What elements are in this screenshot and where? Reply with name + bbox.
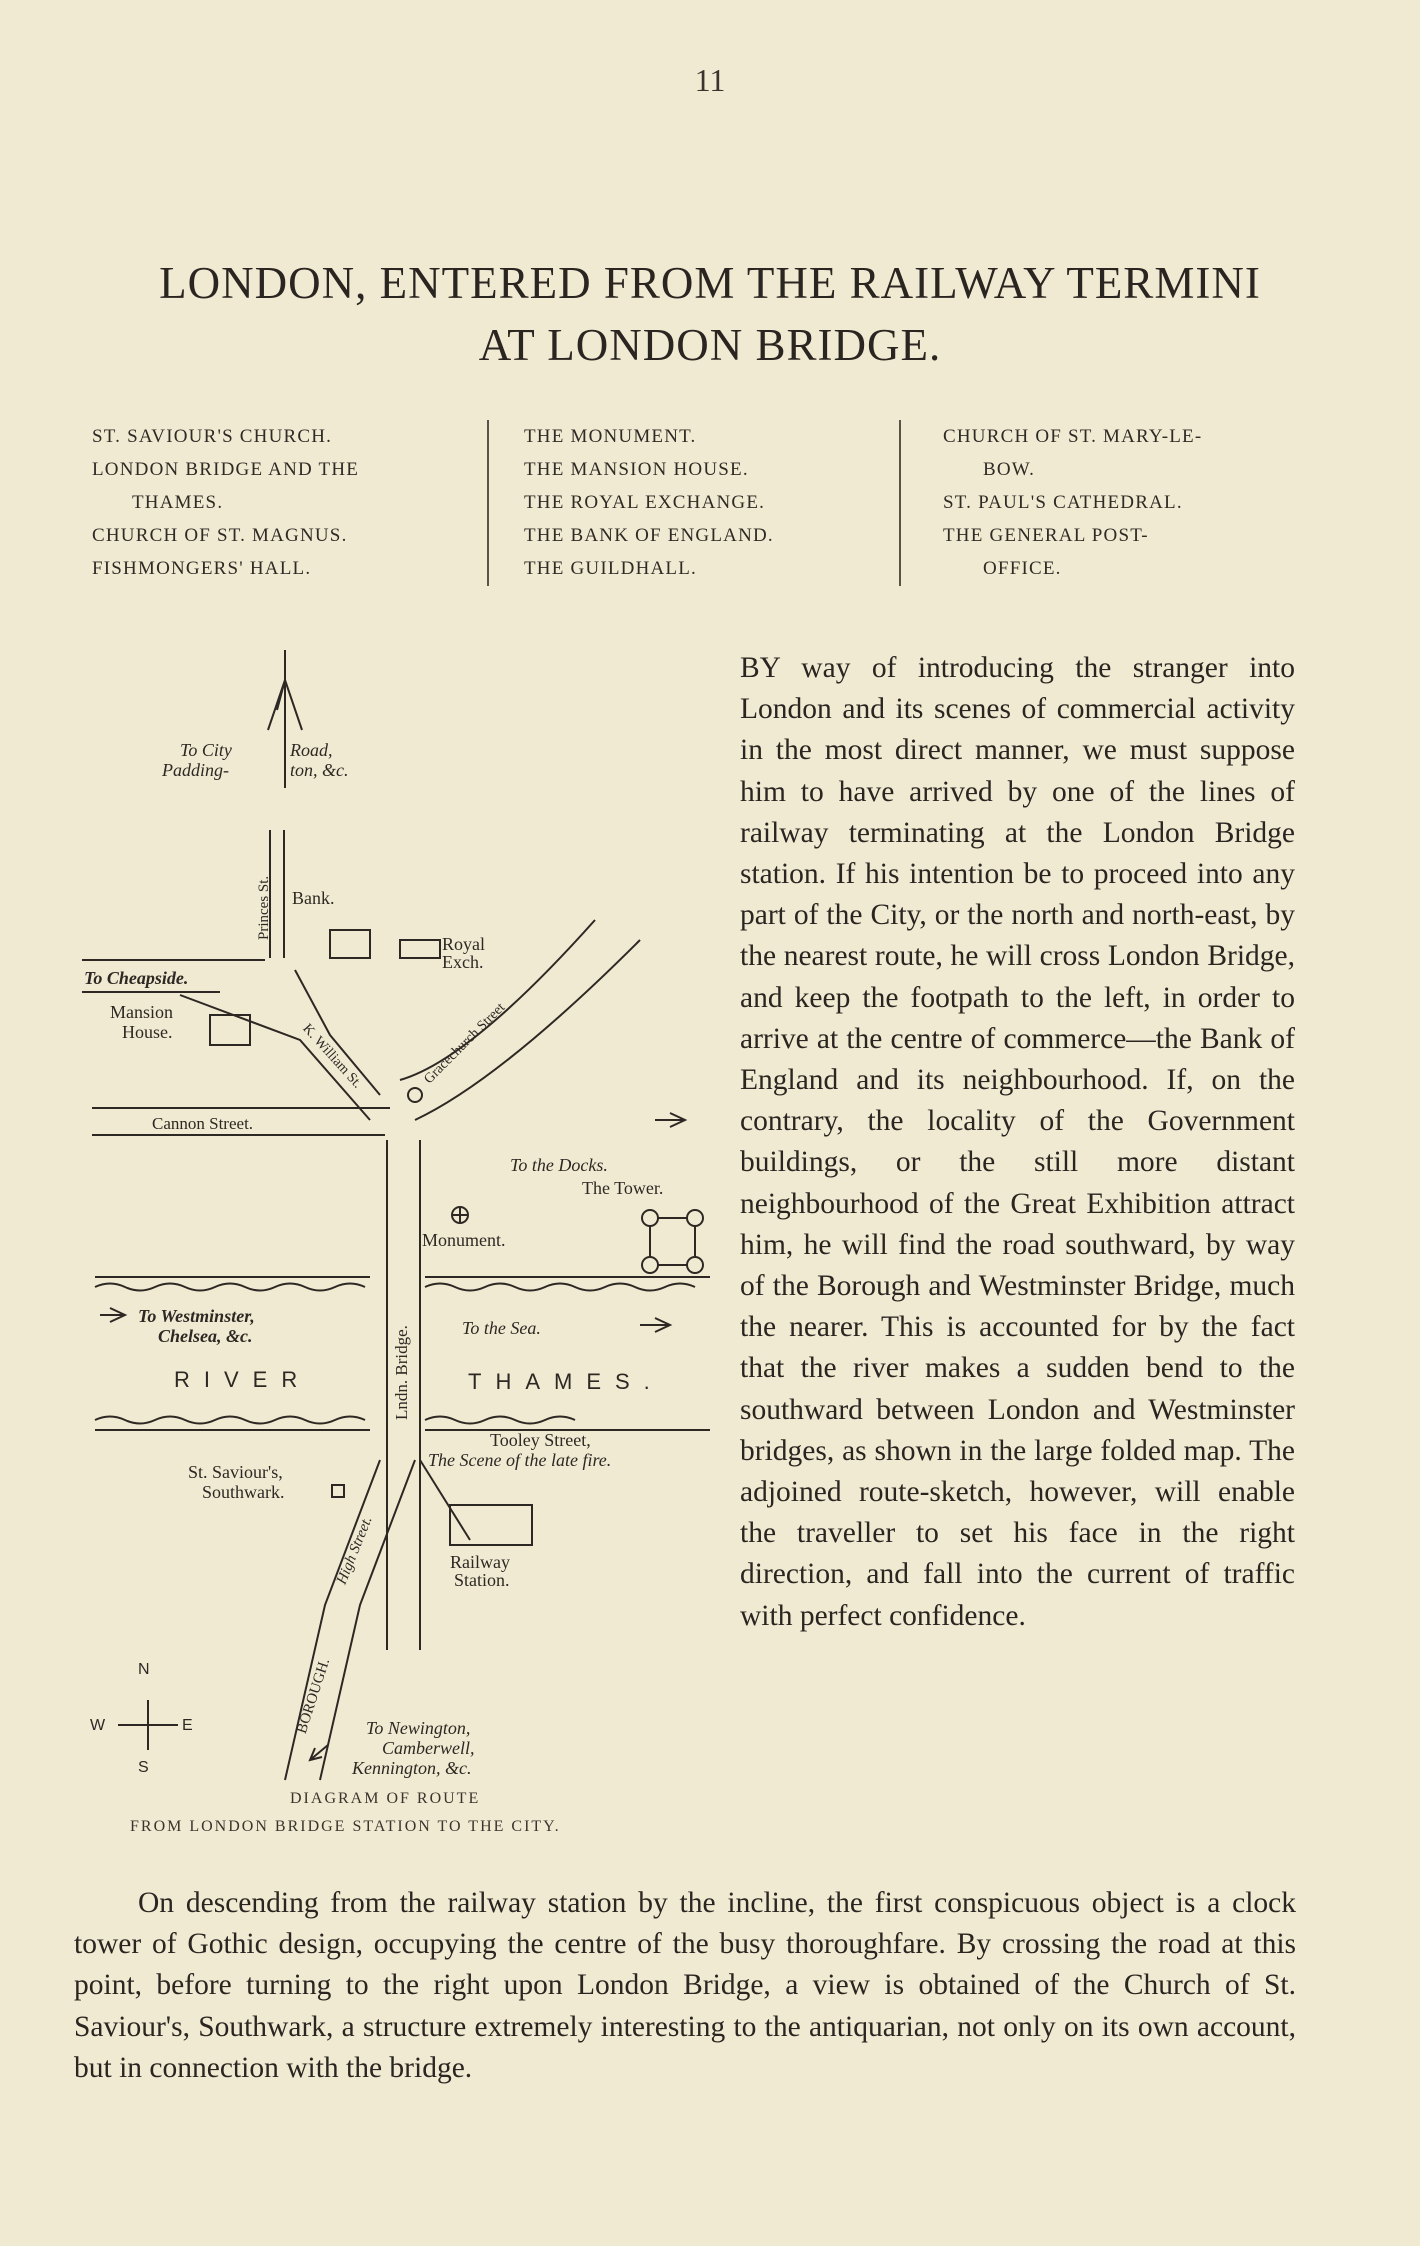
contents-item: THE MONUMENT.: [524, 426, 697, 447]
contents-item: ST. PAUL'S CATHEDRAL.: [943, 492, 1183, 513]
label-scene-of-fire: The Scene of the late fire.: [428, 1450, 612, 1470]
contents-item: CHURCH OF ST. MAGNUS.: [92, 525, 348, 546]
contents-item: LONDON BRIDGE AND THE: [92, 459, 360, 480]
page-title: [80, 252, 1340, 376]
label-to-the-sea: To the Sea.: [462, 1318, 541, 1338]
label-high-street: High Street.: [333, 1514, 376, 1587]
clock-symbol: [408, 1088, 422, 1102]
label-house: House.: [122, 1022, 173, 1042]
label-camberwell: Camberwell,: [382, 1738, 475, 1758]
page-number: 11: [694, 62, 726, 98]
compass-north: N: [138, 1661, 150, 1678]
label-bank: Bank.: [292, 888, 335, 908]
compass-east: E: [182, 1717, 193, 1734]
side-paragraph: [740, 648, 1295, 1637]
body-paragraph: On descending from the railway station by the incline, the first conspicuous object is a clock tower of Gothic design, occupying the centre of the busy thoroughfare. By crossing the road at this point, before turning to the right upon London Bridge, a view is obtained of the Church of St. Saviour's, Southwark, a structure extremely interesting to the antiquarian, not only on its own account, but in connection with the bridge.: [74, 1887, 1296, 2084]
label-borough: BOROUGH.: [293, 1656, 334, 1736]
river-bank: [425, 1417, 575, 1424]
label-royal: Royal: [442, 934, 485, 954]
label-to-westminster: To Westminster,: [138, 1306, 255, 1326]
contents-column-1: [92, 420, 359, 585]
contents-item: THE MANSION HOUSE.: [524, 459, 749, 480]
contents-list: [88, 420, 1318, 590]
compass-west: W: [90, 1717, 106, 1734]
label-road: Road,: [290, 740, 333, 760]
label-railway: Railway: [450, 1552, 510, 1572]
label-exch: Exch.: [442, 952, 484, 972]
contents-item: FISHMONGERS' HALL.: [92, 558, 312, 579]
label-tooley-street: Tooley Street,: [490, 1430, 591, 1450]
river-bank: [425, 1284, 695, 1291]
contents-item: THE GENERAL POST-: [943, 525, 1149, 546]
contents-item: BOW.: [983, 459, 1036, 480]
railway-station-building: [450, 1505, 532, 1545]
contents-item: OFFICE.: [983, 558, 1062, 579]
label-london-bridge: Lndn. Bridge.: [392, 1325, 411, 1420]
label-cannon-street: Cannon Street.: [152, 1114, 254, 1133]
label-to-newington: To Newington,: [366, 1718, 471, 1738]
contents-item: THAMES.: [132, 492, 224, 513]
label-mansion: Mansion: [110, 1002, 173, 1022]
label-padding: Padding-: [162, 760, 229, 780]
road-line: [420, 1460, 470, 1540]
contents-item: THE BANK OF ENGLAND.: [524, 525, 774, 546]
side-paragraph-text: way of introducing the stranger into London and its scenes of commercial activity in the most direct manner, we must suppose him to have arrived by one of the lines of railway terminating at the London Bridge station. If his intention be to proceed into any part of the City, or the north and north-east, by the nearest route, he will cross London Bridge, and keep the footpath to the left, in order to arrive at the centre of commerce—the Bank of England and its neighbourhood. If, on the contrary, the locality of the Government buildings, or the still more distant neighbourhood of the Great Exhibition attract him, he will find the road southward, by way of the Borough and Westminster Bridge, much the nearer. This is accounted for by the fact that the river makes a sudden bend to the southward between London and Westminster bridges, as shown in the large folded map. The adjoined route-sketch, however, will enable the traveller to set his face in the right direction, and fall into the current of traffic with perfect confidence.: [740, 652, 1295, 1632]
label-st-saviours: St. Saviour's,: [188, 1462, 283, 1482]
royal-exchange-building: [400, 940, 440, 958]
label-monument: Monument.: [422, 1230, 506, 1250]
label-to-the-docks: To the Docks.: [510, 1155, 608, 1175]
label-southwark: Southwark.: [202, 1482, 285, 1502]
label-gracechurch-street: Gracechurch Street: [421, 1000, 509, 1088]
label-ton-etc: ton, &c.: [290, 760, 349, 780]
label-river: RIVER: [174, 1367, 312, 1392]
pointing-hand-icon: [640, 1318, 670, 1332]
label-chelsea: Chelsea, &c.: [158, 1326, 253, 1346]
compass-south: S: [138, 1759, 149, 1776]
label-kennington: Kennington, &c.: [352, 1758, 472, 1778]
river-bank: [95, 1417, 365, 1424]
contents-item: CHURCH OF ST. MARY-LE-: [943, 426, 1203, 447]
column-divider: [487, 420, 489, 586]
compass-cross: [118, 1700, 178, 1750]
route-diagram: [70, 640, 720, 1865]
contents-item: THE ROYAL EXCHANGE.: [524, 492, 766, 513]
column-divider: [899, 420, 901, 586]
drop-word: BY: [740, 652, 780, 684]
contents-column-2: [524, 420, 774, 585]
title-line-1: LONDON, ENTERED FROM THE RAILWAY TERMINI: [159, 258, 1261, 308]
label-thames: THAMES.: [468, 1369, 664, 1394]
route-diagram-lines: [70, 640, 720, 1865]
diagram-caption-line-1: DIAGRAM OF ROUTE: [290, 1790, 481, 1807]
tower-symbol: [642, 1210, 658, 1226]
title-line-2: AT LONDON BRIDGE.: [478, 320, 942, 370]
pointing-hand-icon: [100, 1308, 125, 1322]
bank-building: [330, 930, 370, 958]
diagram-caption-line-2: FROM LONDON BRIDGE STATION TO THE CITY.: [130, 1818, 561, 1835]
label-station: Station.: [454, 1570, 510, 1590]
pointing-hand-icon: [655, 1113, 685, 1127]
label-princes-street: Princes St.: [256, 875, 272, 940]
label-king-william-street: K. William St.: [299, 1021, 365, 1092]
contents-item: ST. SAVIOUR'S CHURCH.: [92, 426, 333, 447]
river-bank: [95, 1284, 365, 1291]
contents-column-3: [943, 420, 1202, 585]
label-to-cheapside: To Cheapside.: [84, 968, 189, 988]
st-saviours-building: [332, 1485, 344, 1497]
contents-item: THE GUILDHALL.: [524, 558, 697, 579]
label-the-tower: The Tower.: [582, 1178, 664, 1198]
label-to-city: To City: [180, 740, 232, 760]
